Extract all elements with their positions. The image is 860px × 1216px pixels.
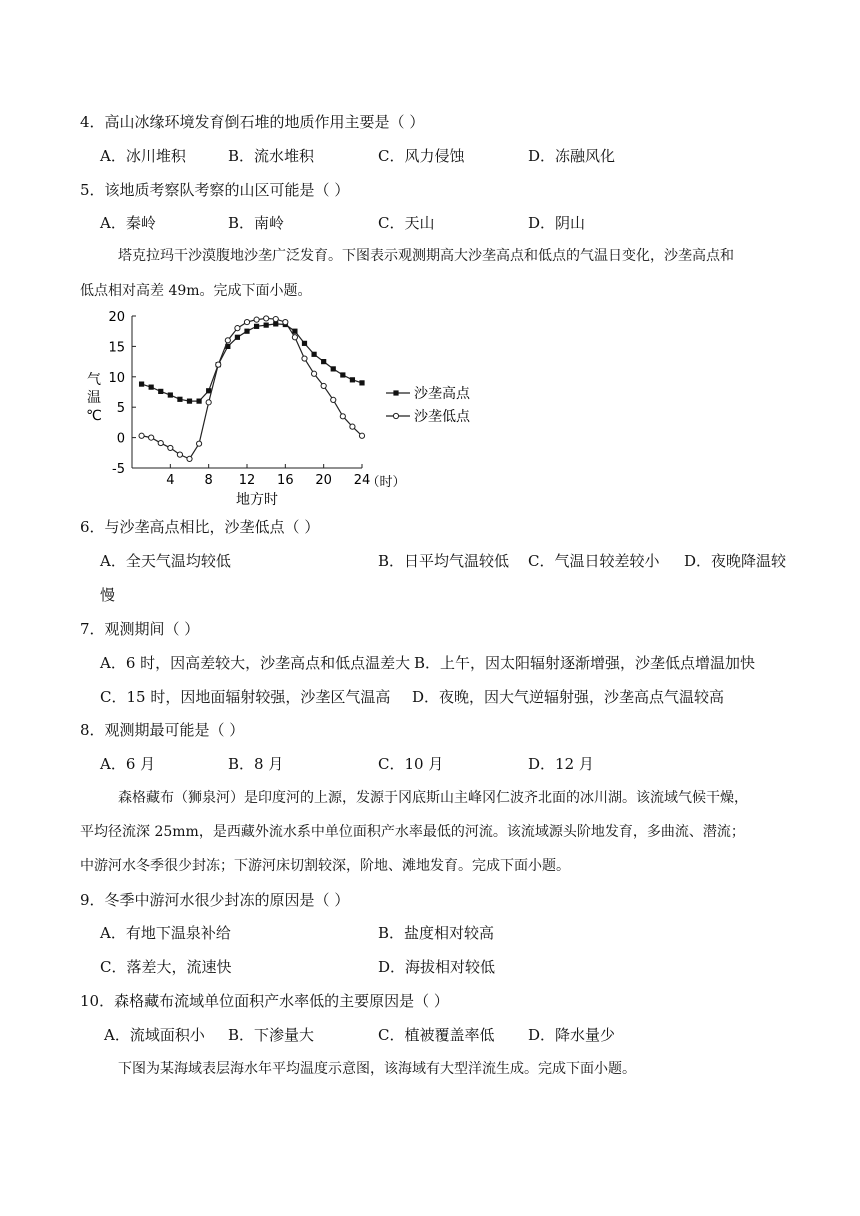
data-point-square	[311, 352, 316, 357]
question-7-stem: 7．观测期间（ ）	[80, 620, 200, 638]
y-tick-label: 5	[116, 401, 125, 417]
q9-option-a: A．有地下温泉补给	[100, 924, 231, 942]
q9-option-b: B．盐度相对较高	[378, 924, 495, 942]
y-tick-label: 0	[116, 431, 125, 447]
q6-option-d: D．夜晚降温较	[684, 552, 787, 570]
data-point-circle	[283, 319, 288, 324]
passage-3-line-2: 平均径流深 25mm，是西藏外流水系中单位面积产水率最低的河流。该流域源头阶地发育，多曲流、潜流；	[80, 824, 745, 840]
data-point-circle	[321, 383, 326, 388]
data-point-square	[139, 381, 144, 386]
data-point-circle	[235, 326, 240, 331]
data-point-square	[177, 397, 182, 402]
legend-marker-square	[393, 390, 398, 395]
x-tick-label: 16	[277, 473, 294, 488]
legend-label: 沙垄高点	[414, 386, 470, 402]
question-4-stem: 4．高山冰缘环境发育倒石堆的地质作用主要是（ ）	[80, 113, 425, 131]
q5-option-b: B．南岭	[228, 214, 285, 232]
question-8-stem: 8．观测期最可能是（ ）	[80, 721, 245, 739]
y-tick-label: 20	[108, 310, 125, 325]
data-point-circle	[350, 424, 355, 429]
data-point-square	[350, 377, 355, 382]
data-point-circle	[359, 433, 364, 438]
data-point-circle	[177, 452, 182, 457]
q7-option-c: C．15 时，因地面辐射较强，沙垄区气温高	[100, 688, 391, 706]
q4-option-c: C．风力侵蚀	[378, 147, 465, 165]
q10-option-c: C．植被覆盖率低	[378, 1026, 495, 1044]
q10-option-d: D．降水量少	[528, 1026, 616, 1044]
y-tick-label: 10	[108, 370, 125, 386]
data-point-circle	[139, 433, 144, 438]
q5-option-d: D．阴山	[528, 214, 586, 232]
data-point-square	[321, 359, 326, 364]
data-point-circle	[331, 397, 336, 402]
data-point-circle	[311, 371, 316, 376]
data-point-square	[168, 392, 173, 397]
x-tick-label: 8	[204, 473, 213, 488]
q8-option-a: A．6 月	[100, 755, 156, 773]
q7-option-b: B．上午，因太阳辐射逐渐增强，沙垄低点增温加快	[414, 654, 756, 672]
x-tick-label: 24	[353, 473, 371, 488]
legend-marker-circle	[393, 413, 398, 418]
q8-option-c: C．10 月	[378, 755, 444, 773]
series-line	[142, 324, 362, 401]
data-point-circle	[168, 445, 173, 450]
data-point-circle	[216, 362, 221, 367]
data-point-circle	[254, 317, 259, 322]
x-tick-label: 4	[166, 473, 175, 488]
data-point-circle	[206, 400, 211, 405]
q6-option-d-wrap: 慢	[100, 586, 116, 604]
x-axis-label: 地方时	[236, 492, 278, 508]
q9-option-c: C．落差大，流速快	[100, 958, 232, 976]
data-point-circle	[340, 414, 345, 419]
question-6-stem: 6．与沙垄高点相比，沙垄低点（ ）	[80, 518, 320, 536]
passage-3-line-1: 森格藏布（狮泉河）是印度河的上源，发源于冈底斯山主峰冈仁波齐北面的冰川湖。该流域气候干燥，	[118, 790, 748, 806]
data-point-square	[235, 335, 240, 340]
data-point-circle	[244, 319, 249, 324]
passage-4: 下图为某海域表层海水年平均温度示意图，该海域有大型洋流生成。完成下面小题。	[118, 1061, 636, 1077]
data-point-square	[187, 399, 192, 404]
data-point-square	[158, 389, 163, 394]
question-9-stem: 9．冬季中游河水很少封冻的原因是（ ）	[80, 891, 350, 909]
q6-option-a: A．全天气温均较低	[100, 552, 231, 570]
y-axis-label-char-2: 温	[87, 390, 101, 406]
x-tick-label: 20	[315, 473, 332, 488]
data-point-square	[302, 341, 307, 346]
legend-label: 沙垄低点	[414, 409, 470, 425]
data-point-square	[206, 388, 211, 393]
data-point-square	[359, 380, 364, 385]
data-point-circle	[225, 338, 230, 343]
passage-2-line-1: 塔克拉玛干沙漠腹地沙垄广泛发育。下图表示观测期高大沙垄高点和低点的气温日变化，沙垄高点和	[118, 248, 734, 264]
y-tick-label: 15	[108, 340, 125, 356]
data-point-square	[340, 372, 345, 377]
q7-option-a: A．6 时，因高差较大，沙垄高点和低点温差大	[100, 654, 411, 672]
data-point-square	[254, 324, 259, 329]
q6-option-c: C．气温日较差较小	[528, 552, 660, 570]
data-point-square	[196, 399, 201, 404]
q5-option-c: C．天山	[378, 214, 435, 232]
q4-option-a: A．冰川堆积	[100, 147, 186, 165]
data-point-circle	[302, 356, 307, 361]
data-point-square	[264, 323, 269, 328]
q7-option-d: D．夜晚，因大气逆辐射强，沙垄高点气温较高	[412, 688, 725, 706]
x-axis-unit: （时）	[366, 475, 406, 490]
data-point-circle	[196, 441, 201, 446]
data-point-circle	[187, 456, 192, 461]
q10-option-b: B．下渗量大	[228, 1026, 315, 1044]
series-line	[142, 318, 362, 458]
temperature-chart	[80, 306, 500, 511]
data-point-circle	[273, 316, 278, 321]
y-axis-label-unit: ℃	[86, 408, 102, 424]
q4-option-d: D．冻融风化	[528, 147, 616, 165]
question-10-stem: 10．森格藏布流域单位面积产水率低的主要原因是（ ）	[80, 992, 449, 1010]
data-point-circle	[149, 435, 154, 440]
data-point-square	[244, 329, 249, 334]
q6-option-b: B．日平均气温较低	[378, 552, 510, 570]
y-tick-label: -5	[112, 462, 125, 477]
data-point-square	[292, 329, 297, 334]
q4-option-b: B．流水堆积	[228, 147, 315, 165]
data-point-circle	[264, 316, 269, 321]
q9-option-d: D．海拔相对较低	[378, 958, 496, 976]
data-point-square	[331, 366, 336, 371]
passage-3-line-3: 中游河水冬季很少封冻；下游河床切割较深，阶地、滩地发育。完成下面小题。	[80, 858, 570, 874]
question-5-stem: 5．该地质考察队考察的山区可能是（ ）	[80, 181, 350, 199]
q5-option-a: A．秦岭	[100, 214, 156, 232]
data-point-circle	[158, 440, 163, 445]
q8-option-b: B．8 月	[228, 755, 284, 773]
q10-option-a: A．流域面积小	[104, 1026, 205, 1044]
x-tick-label: 12	[238, 473, 256, 488]
q8-option-d: D．12 月	[528, 755, 594, 773]
data-point-square	[149, 385, 154, 390]
y-axis-label-char-1: 气	[87, 372, 101, 388]
passage-2-line-2: 低点相对高差 49m。完成下面小题。	[80, 283, 312, 299]
data-point-circle	[292, 335, 297, 340]
